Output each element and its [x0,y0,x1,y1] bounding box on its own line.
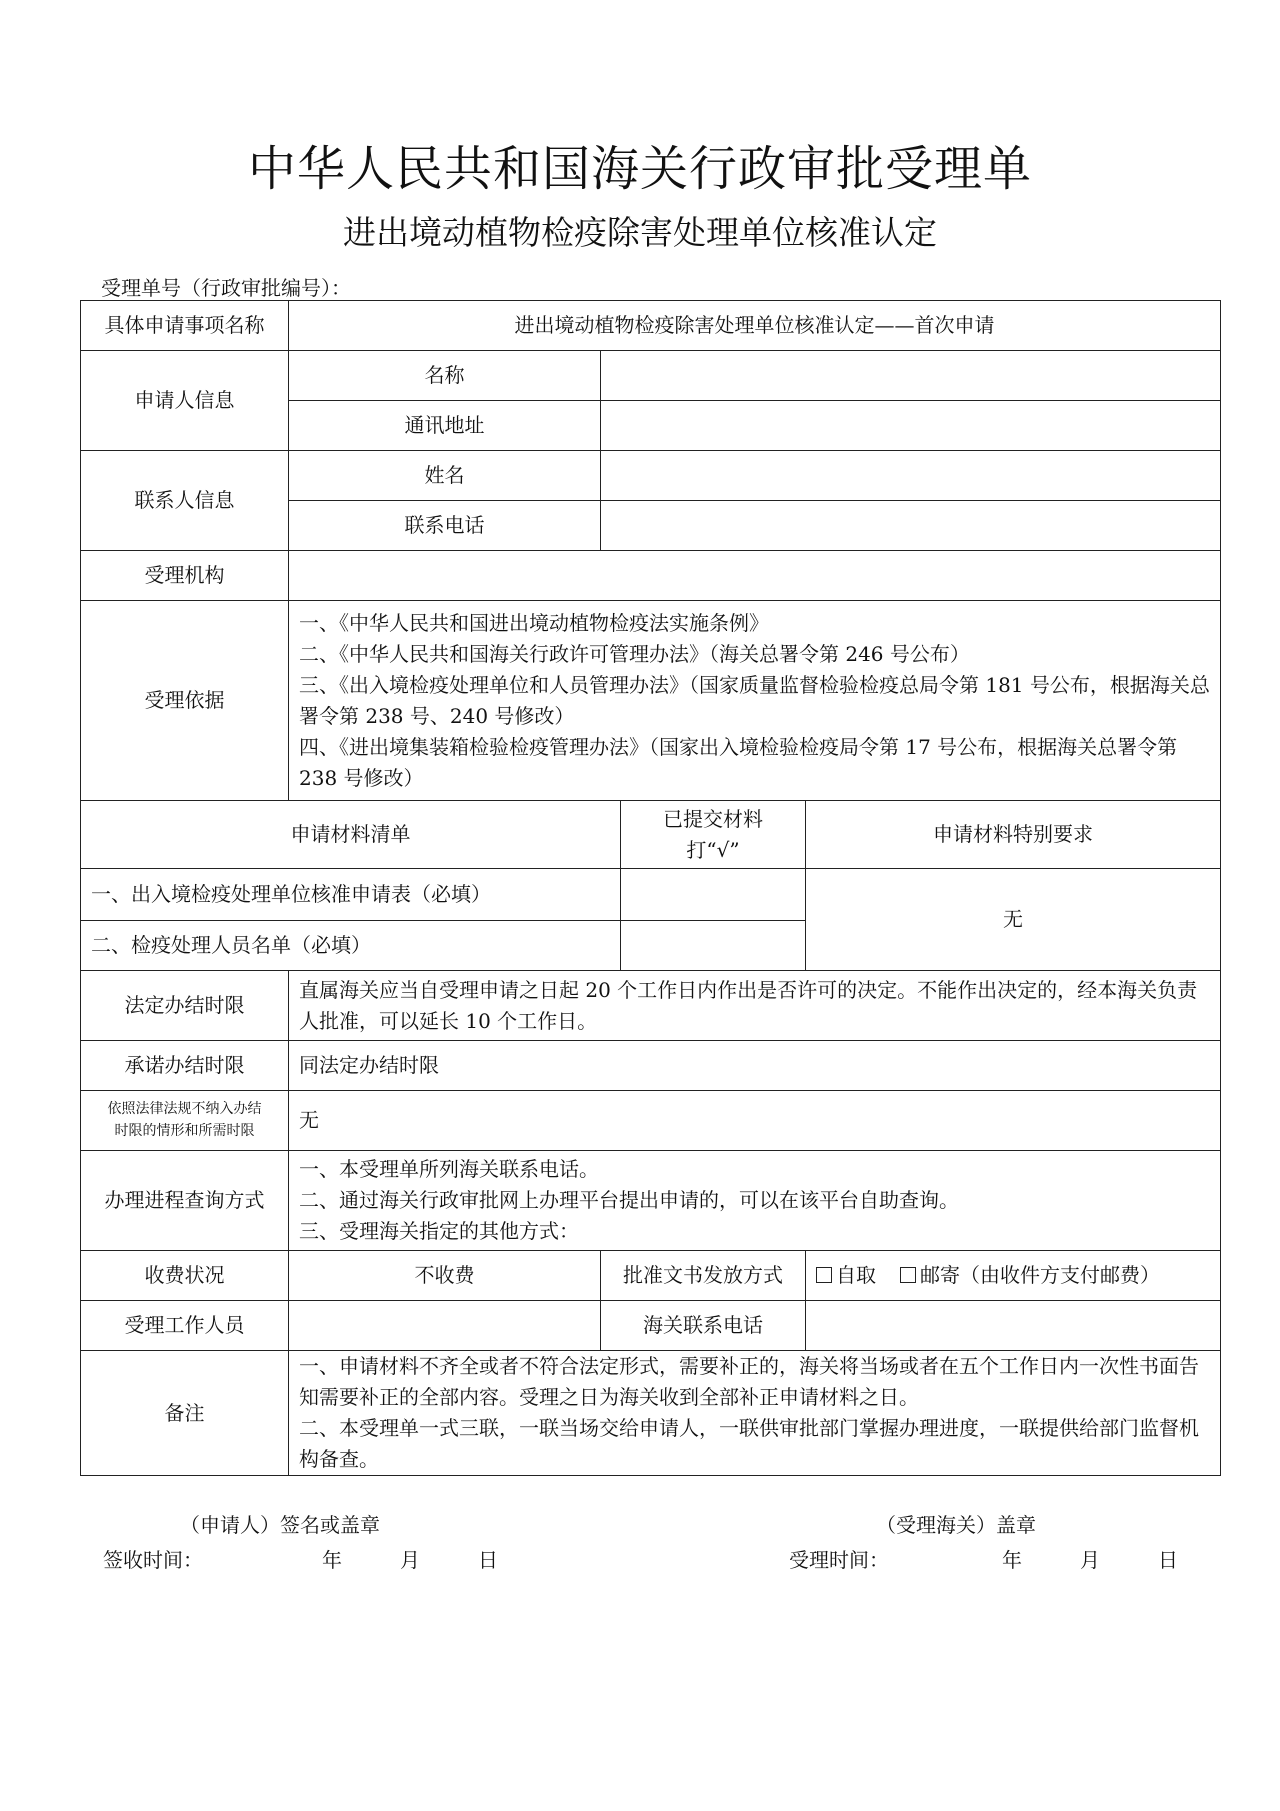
submitted-header [621,801,806,869]
customs-seal-label: （受理海关）盖章 [876,1513,1036,1537]
applicant-name-label: 名称 [289,351,601,401]
agency-field[interactable] [289,551,1221,601]
customs-phone-label: 海关联系电话 [601,1301,806,1351]
contact-phone-label: 联系电话 [289,501,601,551]
basis-content [289,601,1221,801]
item-name-label: 具体申请事项名称 [81,301,289,351]
pickup-option[interactable] [816,1263,876,1287]
remarks-label: 备注 [81,1351,289,1476]
remarks-row [81,1351,1221,1476]
query-row [81,1151,1221,1251]
sign-time-label: 签收时间： [103,1548,203,1572]
applicant-signature-label: （申请人）签名或盖章 [180,1513,380,1537]
sign-day-label: 日 [478,1548,498,1572]
mail-option[interactable] [900,1263,1160,1287]
promise-limit-row [81,1041,1221,1091]
basis-line: 一、《中华人民共和国进出境动植物检疫法实施条例》 [299,610,769,635]
basis-label: 受理依据 [81,601,289,801]
item-name-row [81,301,1221,351]
fee-status-value: 不收费 [289,1251,601,1301]
remarks-line: 二、本受理单一式三联，一联当场交给申请人，一联供审批部门掌握办理进度，一联提供给部门监督机构备查。 [299,1416,1199,1471]
materials-list-header: 申请材料清单 [81,801,621,869]
material-check-cell[interactable] [621,869,806,921]
submitted-header-line: 打“√” [686,837,740,862]
query-method-label: 办理进程查询方式 [81,1151,289,1251]
query-line: 三、受理海关指定的其他方式： [299,1219,579,1243]
query-method-content [289,1151,1221,1251]
submitted-header-line: 已提交材料 [663,806,763,831]
mail-checkbox[interactable] [900,1267,916,1283]
promise-limit-value: 同法定办结时限 [289,1041,1221,1091]
excluded-time-label-line: 时限的情形和所需时限 [114,1122,255,1139]
special-requirements-header: 申请材料特别要求 [806,801,1221,869]
sign-year-label: 年 [322,1548,342,1572]
excluded-time-label [81,1091,289,1151]
legal-limit-value: 直属海关应当自受理申请之日起 20 个工作日内作出是否许可的决定。不能作出决定的，经本海关负责人批准，可以延长 10 个工作日。 [289,971,1221,1041]
basis-row [81,601,1221,801]
customs-phone-field[interactable] [806,1301,1221,1351]
legal-limit-label: 法定办结时限 [81,971,289,1041]
remarks-line: 一、申请材料不齐全或者不符合法定形式，需要补正的，海关将当场或者在五个工作日内一次性书面告知需要补正的全部内容。受理之日为海关收到全部补正申请材料之日。 [299,1354,1199,1409]
excluded-time-value: 无 [289,1091,1221,1151]
applicant-address-label: 通讯地址 [289,401,601,451]
basis-line: 四、《进出境集装箱检验检疫管理办法》（国家出入境检验检疫局令第 17 号公布，根据海关总署令第 238 号修改） [299,734,1178,790]
page-title: 中华人民共和国海关行政审批受理单 [247,141,1032,197]
doc-issue-options [806,1251,1221,1301]
fee-row [81,1251,1221,1301]
page-subtitle: 进出境动植物检疫除害处理单位核准认定 [343,213,937,252]
doc-issue-label: 批准文书发放方式 [601,1251,806,1301]
accept-number-label: 受理单号（行政审批编号）： [101,276,351,300]
excluded-time-label-line: 依照法律法规不纳入办结 [107,1100,262,1117]
staff-label: 受理工作人员 [81,1301,289,1351]
mail-option-label: 邮寄（由收件方支付邮费） [920,1263,1160,1287]
material-item: 一、出入境检疫处理单位核准申请表（必填） [81,869,621,921]
staff-row [81,1301,1221,1351]
applicant-name-row [81,351,1221,401]
contact-info-label: 联系人信息 [81,451,289,551]
staff-field[interactable] [289,1301,601,1351]
accept-year-label: 年 [1002,1548,1022,1572]
query-line: 一、本受理单所列海关联系电话。 [299,1157,599,1181]
promise-limit-label: 承诺办结时限 [81,1041,289,1091]
contact-phone-field[interactable] [601,501,1221,551]
pickup-checkbox[interactable] [816,1267,832,1283]
legal-limit-row [81,971,1221,1041]
accept-month-label: 月 [1080,1548,1100,1572]
remarks-content [289,1351,1221,1476]
material-item: 二、检疫处理人员名单（必填） [81,921,621,971]
agency-label: 受理机构 [81,551,289,601]
contact-name-label: 姓名 [289,451,601,501]
contact-name-row [81,451,1221,501]
basis-line: 三、《出入境检疫处理单位和人员管理办法》（国家质量监督检验检疫总局令第 181 号公布，根据海关总署令第 238 号、240 号修改） [299,672,1210,728]
materials-header-row [81,801,1221,869]
item-name-value: 进出境动植物检疫除害处理单位核准认定——首次申请 [289,301,1221,351]
excluded-time-row [81,1091,1221,1151]
applicant-address-field[interactable] [601,401,1221,451]
sign-month-label: 月 [400,1548,420,1572]
material-check-cell[interactable] [621,921,806,971]
basis-line: 二、《中华人民共和国海关行政许可管理办法》（海关总署令第 246 号公布） [299,641,970,666]
applicant-info-label: 申请人信息 [81,351,289,451]
contact-name-field[interactable] [601,451,1221,501]
accept-time-label: 受理时间： [789,1548,889,1572]
fee-status-label: 收费状况 [81,1251,289,1301]
accept-day-label: 日 [1158,1548,1178,1572]
agency-row [81,551,1221,601]
acceptance-form-table [80,300,1221,1476]
material-row [81,869,1221,921]
query-line: 二、通过海关行政审批网上办理平台提出申请的，可以在该平台自助查询。 [299,1188,959,1212]
special-requirements-value: 无 [806,869,1221,971]
pickup-option-label: 自取 [836,1263,876,1287]
applicant-name-field[interactable] [601,351,1221,401]
